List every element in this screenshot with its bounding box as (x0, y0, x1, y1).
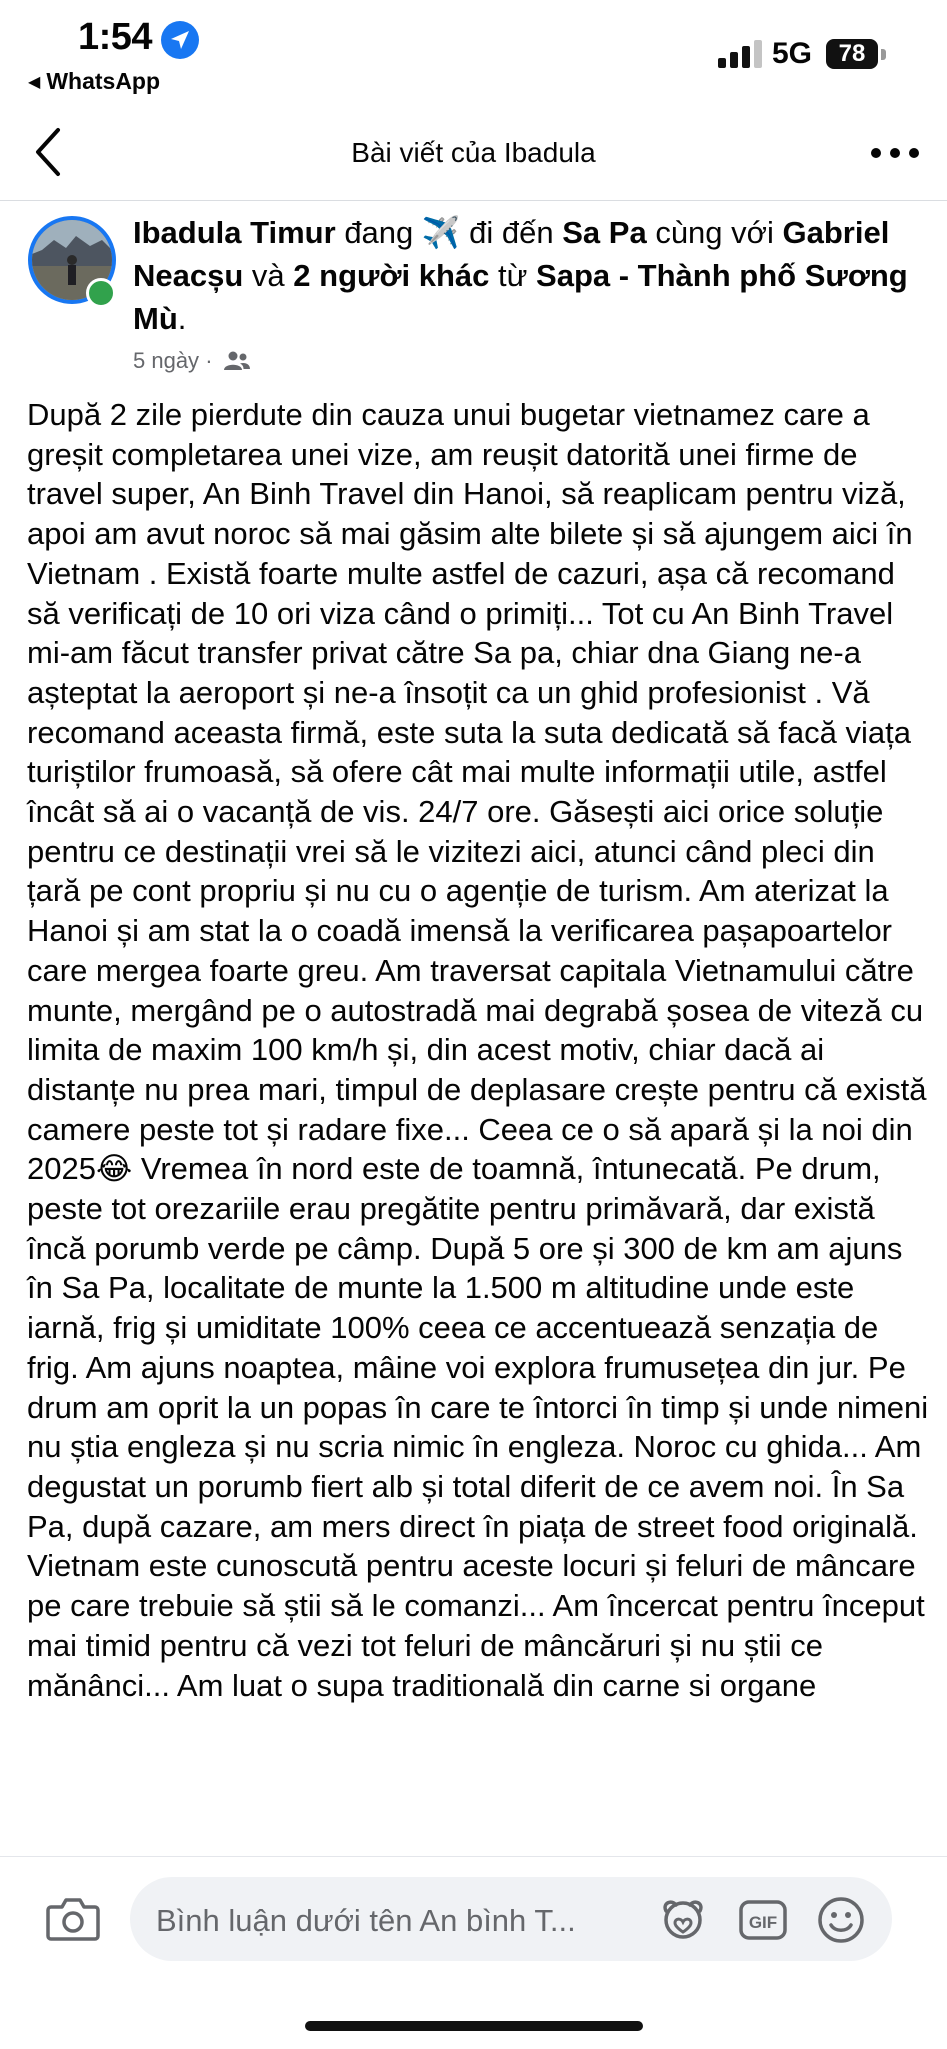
post-timestamp[interactable]: 5 ngày (133, 348, 200, 373)
back-to-app-link[interactable] (28, 68, 160, 95)
period: . (177, 301, 187, 336)
online-status-dot (86, 278, 116, 308)
post-body-part-1: După 2 zile pierdute din cauza unui bugetar vietnamez care a greșit completarea unei vize, am reușit datorită unei firme de travel super, An Binh Travel din Hanoi, să reaplicam pentru viză, apoi am avut noroc să mai găsim alte bilete și să ajungem aici în Vietnam . Există foarte multe astfel de cazuri, așa că recomand să verificați de 10 ori viza când o primiți... Tot cu An Binh Travel mi-am făcut transfer privat către Sa pa, chiar dna Giang ne-a așteptat la aeroport și ne-a însoțit ca un ghid profesionist . Vă recomand aceasta firmă, este suta la suta dedicată să facă viața turiștilor frumoasă, să ofere cât mai multe informații utile, astfel încât să ai o vacanță de vis. 24/7 ore. Găsești aici orice soluție pentru ce destinații vrei să le vizitezi aici, atunci când pleci din țară pe cont propriu și nu cu o agenție de turism. Am aterizat la Hanoi și am stat la o coadă imensă la verificarea pașapoartelor care mergea foarte greu. Am traversat capitala Vietnamului către munte, mergând pe o autostradă mai degrabă șosea de viteză cu limita de maxim 100 km/h și, din acest motiv, chiar dacă ai distanțe nu prea mari, timpul de deplasare crește pentru că există camere peste tot și radare fixe... Ceea ce o să apară și la noi din 2025 (27, 397, 927, 1187)
post-body (27, 395, 932, 1705)
camera-icon[interactable] (46, 1895, 100, 1941)
battery-icon (826, 39, 878, 69)
tagged-friend-link[interactable]: Gabriel Neacșu (133, 215, 890, 293)
comment-bar (0, 1856, 947, 2049)
home-indicator[interactable] (305, 2021, 643, 2031)
and-word: và (251, 258, 285, 293)
from-word: từ (498, 258, 528, 293)
location-arrow-icon (160, 20, 200, 60)
gif-frame (738, 1897, 788, 1943)
gif-label: GIF (748, 1913, 778, 1932)
friends-privacy-icon[interactable] (223, 350, 251, 372)
with-word: cùng với (655, 215, 774, 250)
back-app-label: WhatsApp (46, 68, 161, 94)
others-link[interactable]: 2 người khác (293, 258, 490, 293)
activity-travel: đi đến (469, 215, 554, 250)
emoji-icon[interactable] (816, 1895, 866, 1945)
author-name[interactable]: Ibadula Timur (133, 215, 336, 250)
comment-input[interactable] (130, 1877, 892, 1961)
airplane-icon: ✈️ (421, 215, 461, 250)
network-type: 5G (772, 37, 813, 70)
status-bar (0, 0, 947, 100)
battery-level: 78 (838, 40, 866, 67)
activity-verb: đang (344, 215, 414, 250)
meta-dot: · (205, 348, 213, 373)
destination-link[interactable]: Sa Pa (562, 215, 647, 250)
laughing-emoji: 😂 (95, 1151, 133, 1187)
post-header-text (133, 211, 923, 340)
page-title: Bài viết của Ibadula (351, 137, 596, 168)
back-triangle-icon: ◀ (28, 74, 41, 91)
page-header (0, 100, 947, 201)
gif-icon[interactable] (738, 1897, 788, 1943)
battery-tip (881, 49, 886, 60)
origin-link[interactable]: Sapa - Thành phố Sương Mù (133, 258, 908, 336)
cellular-signal-icon (718, 40, 766, 68)
post-meta (133, 348, 251, 374)
more-options-icon[interactable] (870, 140, 920, 166)
post-body-part-2: Vremea în nord este de toamnă, întunecată. Pe drum, peste tot orezariile erau pregătite pentru primăvară, dar există încă porumb verde pe câmp. După 5 ore și 300 de km am ajuns în Sa Pa, localitate de munte la 1.500 m altitudine unde este iarnă, frig și umiditate 100% ceea ce accentuează senzația de frig. Am ajuns noaptea, mâine voi explora frumusețea din jur. Pe drum am oprit la un popas în care te întorci în timp și unde nimeni nu știa engleza și nu scria nimic în engleza. Noroc cu ghida... Am degustat un porumb fiert alb și total diferit de ce avem noi. În Sa Pa, după cazare, am mers direct în piața de street food originală. Vietnam este cunoscută pentru aceste locuri și feluri de mâncare pe care trebuie să știi să le comanzi... Am încercat pentru început mai timid pentru că vezi tot feluri de mâncăruri și nu știi ce mănânci... Am luat o supa traditională din carne si organe (27, 1151, 929, 1703)
avatar-sticker-icon[interactable] (658, 1897, 708, 1943)
comment-placeholder: Bình luận dưới tên An bình T... (156, 1903, 576, 1938)
status-time: 1:54 (78, 16, 153, 58)
